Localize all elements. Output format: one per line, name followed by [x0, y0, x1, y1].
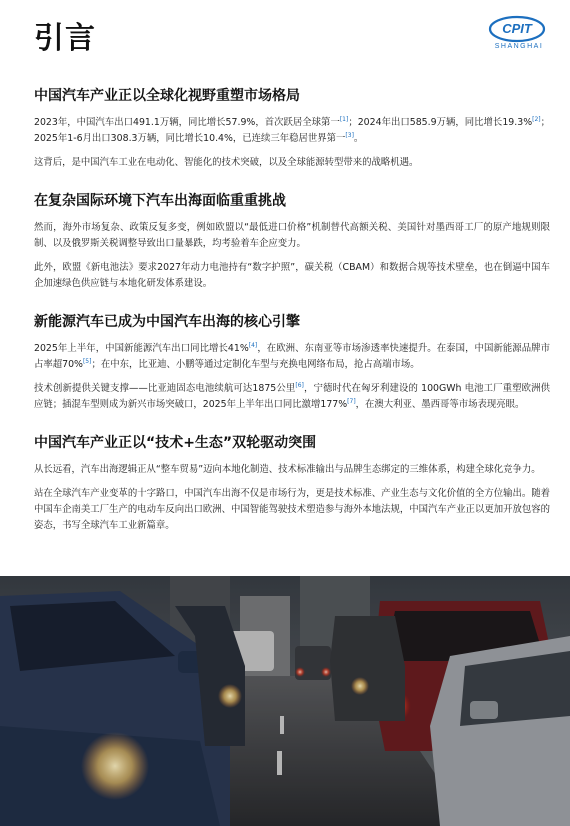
- paragraph: [34, 486, 550, 534]
- cpit-logo: [486, 14, 548, 52]
- citation-ref[interactable]: [4]: [248, 341, 258, 349]
- paragraph-text: ；2025年1-6月出口308.3万辆，同比增长10.4%，已连续三年稳居世界第一: [34, 117, 550, 144]
- paragraph-text: ；在中东，比亚迪、小鹏等通过定制化车型与充换电网络布局，抢占高端市场。: [91, 359, 420, 370]
- paragraph: [34, 341, 550, 373]
- citation-ref[interactable]: [3]: [345, 131, 354, 139]
- page-title: 引言: [34, 21, 96, 56]
- paragraph-text: ，在澳大利亚、墨西哥等市场表现亮眼。: [355, 399, 525, 410]
- paragraph-text: 2025年上半年，中国新能源汽车出口同比增长41%: [34, 343, 249, 354]
- paragraph: [34, 155, 550, 171]
- section-2: [34, 191, 550, 292]
- paragraph-text: ，在欧洲、东南亚等市场渗透率快速提升。在泰国，中国新能源品牌市占率超70%: [34, 343, 550, 370]
- section-heading: 中国汽车产业正以全球化视野重塑市场格局: [34, 88, 300, 104]
- section-1: [34, 86, 550, 171]
- paragraph-text: 然而，海外市场复杂、政策反复多变，例如欧盟以“最低进口价格”机制替代高额关税、美国针对墨西哥工厂的原产地规则限制、以及俄罗斯关税调整导致出口量暴跌，均考验着车企应变力。: [34, 222, 550, 249]
- citation-ref[interactable]: [1]: [339, 115, 349, 123]
- paragraph: [34, 220, 550, 252]
- section-heading: 中国汽车产业正以“技术+生态”双轮驱动突围: [34, 435, 317, 451]
- paragraph-text: 此外，欧盟《新电池法》要求2027年动力电池持有“数字护照”，碳关税（CBAM）和数据合规等技术壁垒，也在倒逼中国车企加速绿色供应链与本地化研发体系建设。: [34, 262, 550, 289]
- citation-ref[interactable]: [5]: [82, 357, 92, 365]
- paragraph-text: 2023年，中国汽车出口491.1万辆，同比增长57.9%，首次跃居全球第一: [34, 117, 340, 128]
- section-heading: 新能源汽车已成为中国汽车出海的核心引擎: [34, 314, 300, 330]
- article-body: [34, 86, 550, 554]
- paragraph: [34, 115, 550, 147]
- logo-text: CPIT: [502, 21, 532, 36]
- paragraph-text: 。: [353, 133, 364, 144]
- paragraph-text: 站在全球汽车产业变革的十字路口，中国汽车出海不仅是市场行为，更是技术标准、产业生态与文化价值的全方位输出。随着中国车企南美工厂生产的电动车反向出口欧洲、中国智能驾驶技术塑造参与海外本地法规，中国汽车产业正以更加开放包容的姿态，书写全球汽车工业新篇章。: [34, 488, 550, 531]
- section-3: [34, 312, 550, 413]
- paragraph-text: 技术创新提供关键支撑——比亚迪固态电池续航可达1875公里: [34, 383, 296, 394]
- paragraph-text: 这背后，是中国汽车工业在电动化、智能化的技术突破，以及全球能源转型带来的战略机遇。: [34, 157, 419, 168]
- citation-ref[interactable]: [6]: [295, 381, 304, 389]
- paragraph-text: ；2024年出口585.9万辆，同比增长19.3%: [348, 117, 533, 128]
- citation-ref[interactable]: [2]: [532, 115, 541, 123]
- citation-ref[interactable]: [7]: [347, 397, 356, 405]
- paragraph-text: 从长远看，汽车出海逻辑正从“整车贸易”迈向本地化制造、技术标准输出与品牌生态绑定的三维体系，构建全球化竞争力。: [34, 464, 541, 475]
- section-heading: 在复杂国际环境下汽车出海面临重重挑战: [34, 193, 286, 209]
- paragraph: [34, 260, 550, 292]
- paragraph: [34, 462, 550, 478]
- paragraph: [34, 381, 550, 413]
- logo-subtitle: SHANGHAI: [494, 43, 544, 50]
- paragraph-text: ，宁德时代在匈牙利建设的 100GWh 电池工厂重塑欧洲供应链；插混车型则成为新兴市场突破口，2025年上半年出口同比激增177%: [34, 383, 550, 410]
- traffic-photo: [0, 576, 570, 826]
- section-4: [34, 433, 550, 534]
